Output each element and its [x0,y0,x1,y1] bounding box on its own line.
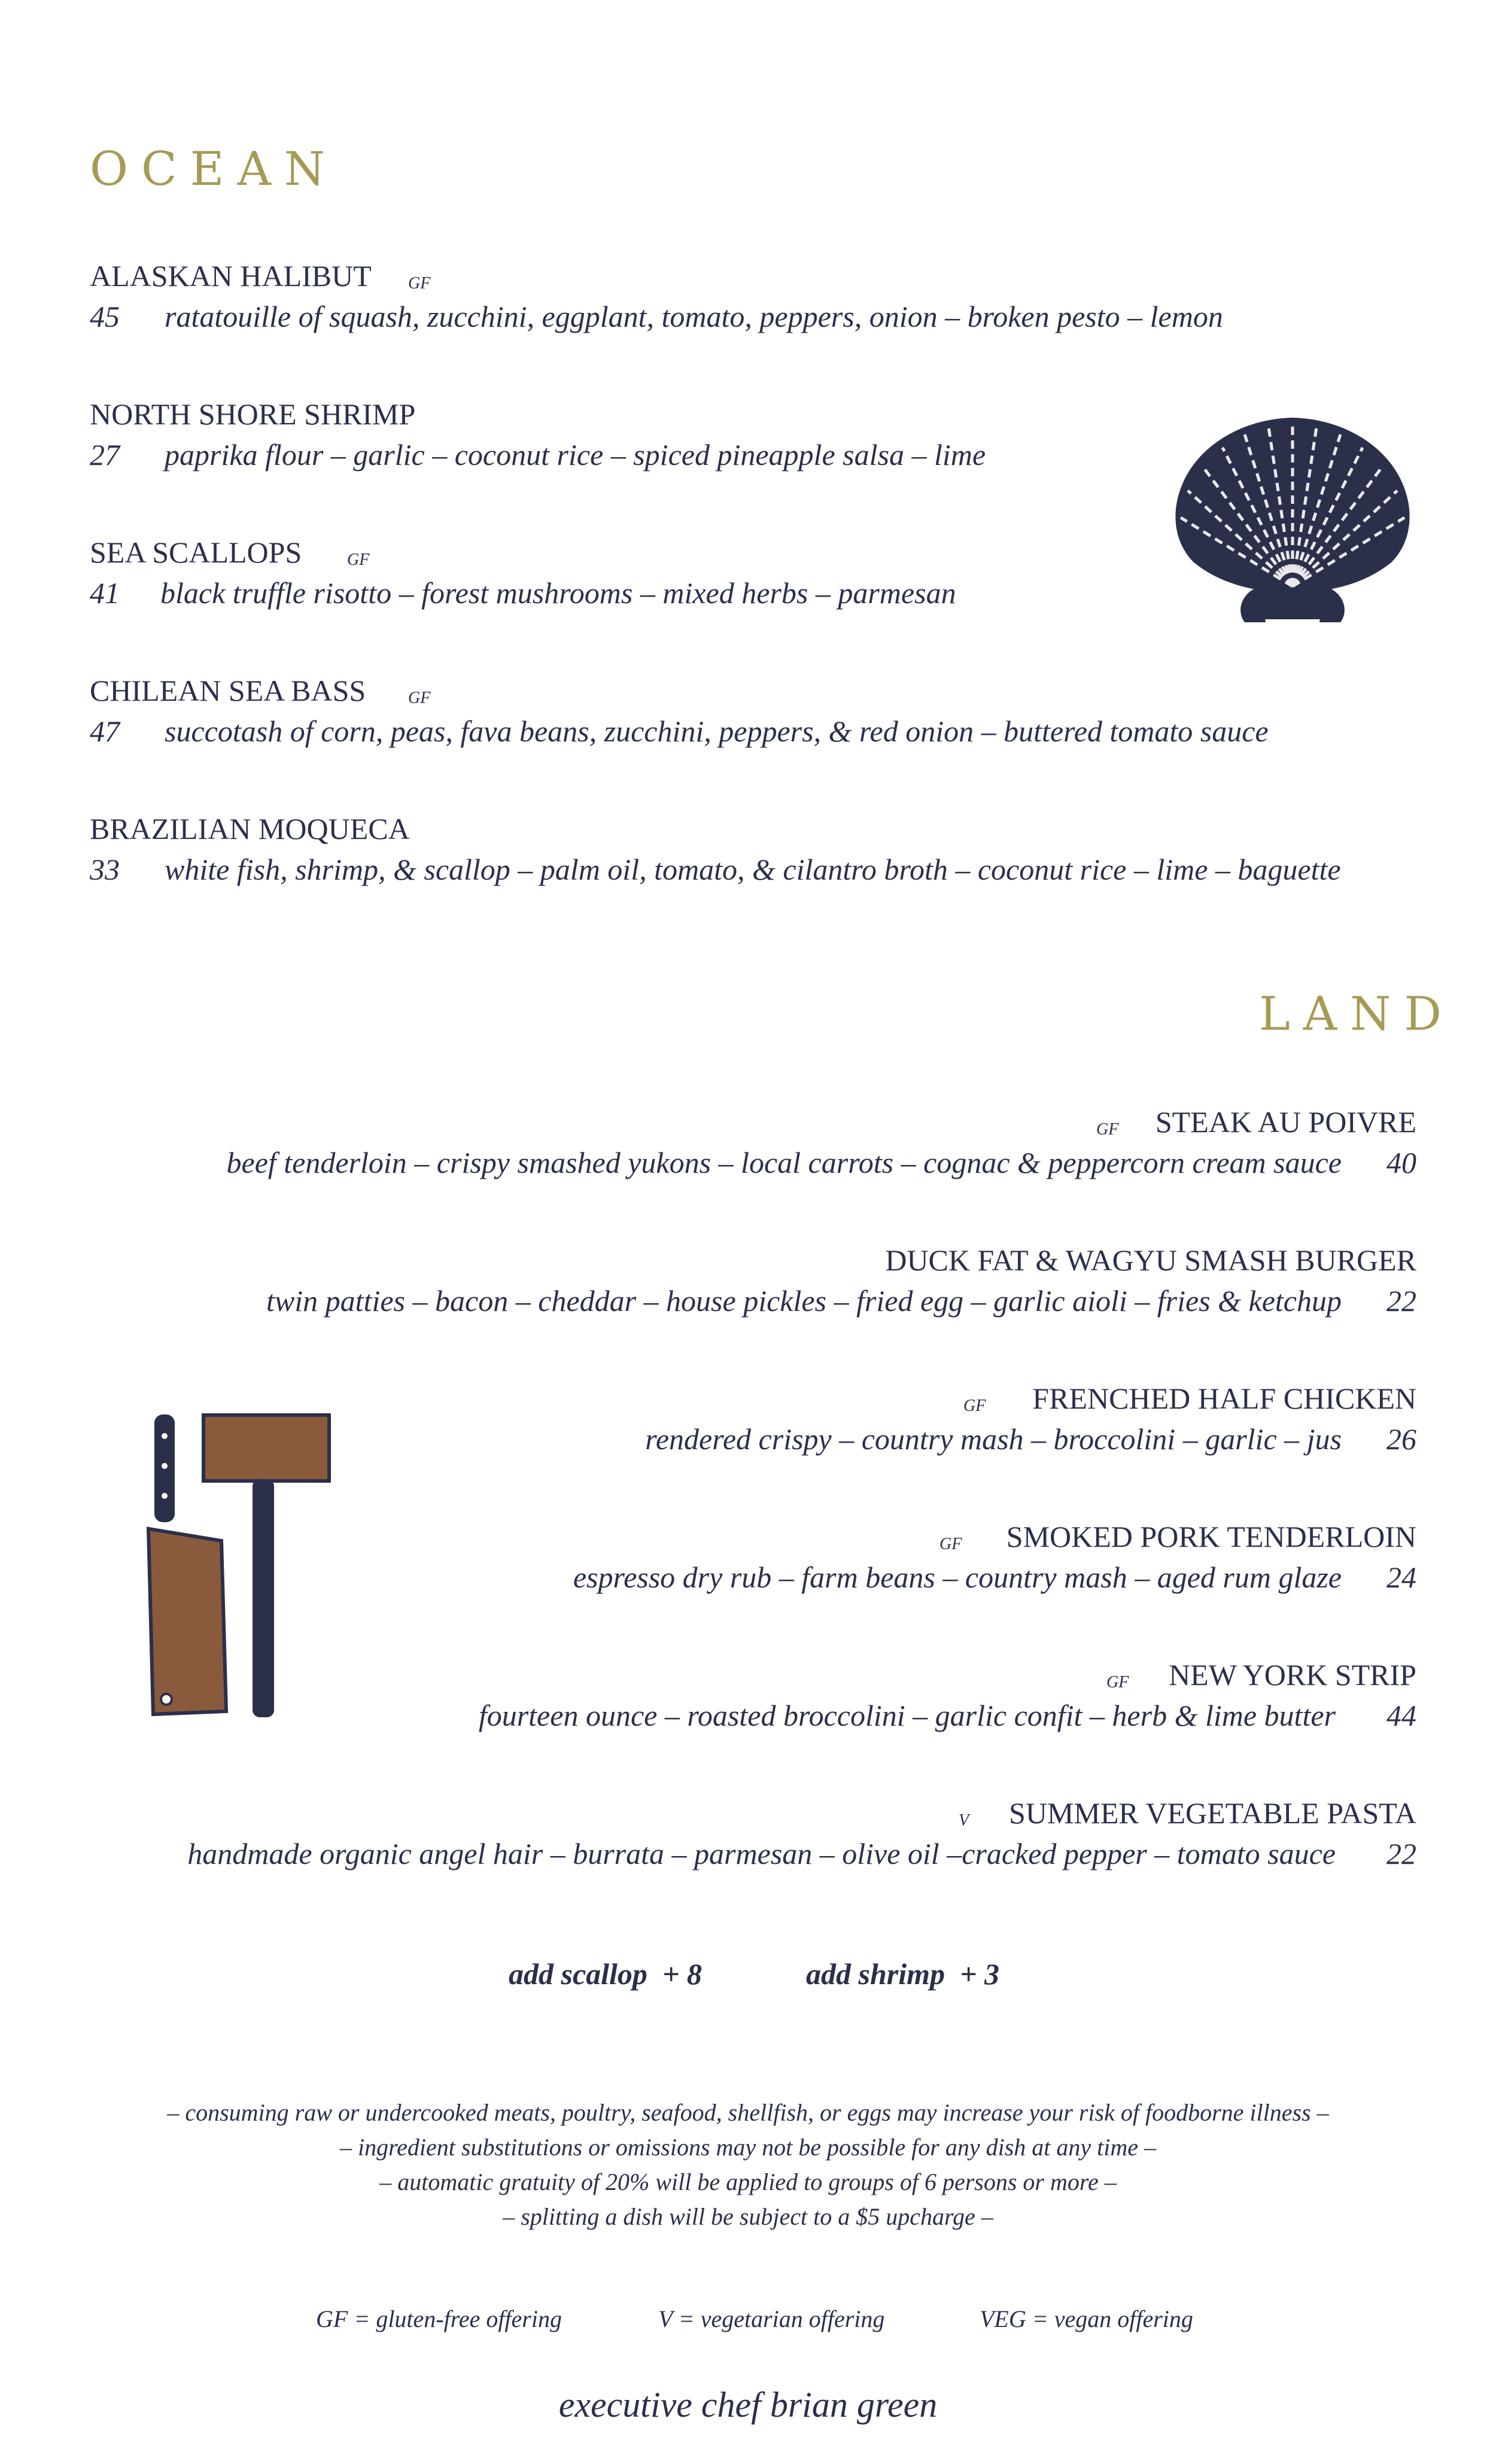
scallop-shell-icon [1170,413,1415,628]
ocean-item-desc: succotash of corn, peas, fava beans, zucchini, peppers, & red onion – buttered tomato sauce [165,714,1269,748]
legend-veg: VEG = vegan offering [980,2305,1193,2332]
notice-line: – automatic gratuity of 20% will be applied to groups of 6 persons or more – [379,2168,1117,2195]
ocean-item-desc: ratatouille of squash, zucchini, eggplant, tomato, peppers, onion – broken pesto – lemon [165,300,1223,333]
ocean-item-name: NORTH SHORE SHRIMP [90,397,416,431]
land-item-desc: fourteen ounce – roasted broccolini – garlic confit – herb & lime butter [478,1699,1336,1732]
land-item-price: 24 [1386,1560,1416,1594]
chef-credit: executive chef brian green [558,2385,938,2425]
ocean-item-tag: GF [408,689,431,707]
land-item-price: 40 [1386,1146,1416,1179]
legend-v: V = vegetarian offering [658,2305,885,2332]
ocean-item-tag: GF [408,274,431,293]
land-item-desc: rendered crispy – country mash – broccolini – garlic – jus [645,1422,1342,1456]
addon-price: + 8 [662,1957,702,1991]
ocean-item-desc: white fish, shrimp, & scallop – palm oil, tomato, & cilantro broth – coconut rice – lime – baguette [165,853,1341,886]
ocean-item-name: CHILEAN SEA BASS [90,674,366,707]
land-item-name: FRENCHED HALF CHICKEN [1032,1382,1416,1415]
addon-label: add scallop [509,1957,647,1991]
addon-shrimp [806,1957,999,1991]
land-item-name: SUMMER VEGETABLE PASTA [1009,1796,1416,1830]
land-item-desc: espresso dry rub – farm beans – country mash – aged rum glaze [573,1560,1342,1594]
land-item-price: 22 [1386,1837,1416,1870]
ocean-item-price: 41 [90,576,120,610]
land-item-tag: GF [963,1397,986,1415]
land-item-tag: GF [1106,1673,1129,1692]
ocean-item-name: BRAZILIAN MOQUECA [90,812,410,845]
land-item-desc: beef tenderloin – crispy smashed yukons – local carrots – cognac & peppercorn cream sauce [226,1146,1342,1179]
land-item-price: 44 [1386,1699,1416,1732]
ocean-item-name: ALASKAN HALIBUT [90,259,372,293]
addon-label: add shrimp [806,1957,945,1991]
ocean-item-desc: black truffle risotto – forest mushrooms – mixed herbs – parmesan [160,576,956,610]
ocean-item-tag: GF [347,550,370,569]
land-item-price: 22 [1386,1284,1416,1318]
notice-line: – consuming raw or undercooked meats, poultry, seafood, shellfish, or eggs may increase your risk of foodborne illness – [167,2099,1329,2126]
land-item-tag: GF [939,1535,962,1553]
land-item-name: STEAK AU POIVRE [1155,1105,1416,1139]
ocean-item-price: 33 [90,853,120,886]
land-item-price: 26 [1386,1422,1416,1456]
land-item-tag: GF [1096,1120,1119,1139]
ocean-section-title: OCEAN [90,142,339,196]
ocean-item-price: 45 [90,300,120,333]
ocean-item-desc: paprika flour – garlic – coconut rice – spiced pineapple salsa – lime [165,438,986,471]
notice-line: – splitting a dish will be subject to a $5 upcharge – [503,2203,993,2230]
ocean-item-price: 27 [90,438,120,471]
land-item-name: DUCK FAT & WAGYU SMASH BURGER [885,1243,1416,1277]
land-item-desc: twin patties – bacon – cheddar – house pickles – fried egg – garlic aioli – fries & ketchup [266,1284,1342,1318]
land-section-title: LAND [1259,987,1455,1041]
ocean-item-name: SEA SCALLOPS [90,536,302,569]
notice-line: – ingredient substitutions or omissions may not be possible for any dish at any time – [339,2134,1157,2161]
addon-scallop [509,1957,702,1991]
land-item-name: SMOKED PORK TENDERLOIN [1006,1520,1416,1553]
land-item-name: NEW YORK STRIP [1169,1658,1416,1692]
land-item-tag: V [959,1811,969,1830]
legend-gf: GF = gluten-free offering [316,2305,562,2332]
ocean-item-price: 47 [90,714,120,748]
land-item-desc: handmade organic angel hair – burrata – parmesan – olive oil –cracked pepper – tomato sauce [187,1837,1336,1870]
addon-price: + 3 [960,1957,1000,1991]
butcher-tools-icon [144,1412,335,1723]
